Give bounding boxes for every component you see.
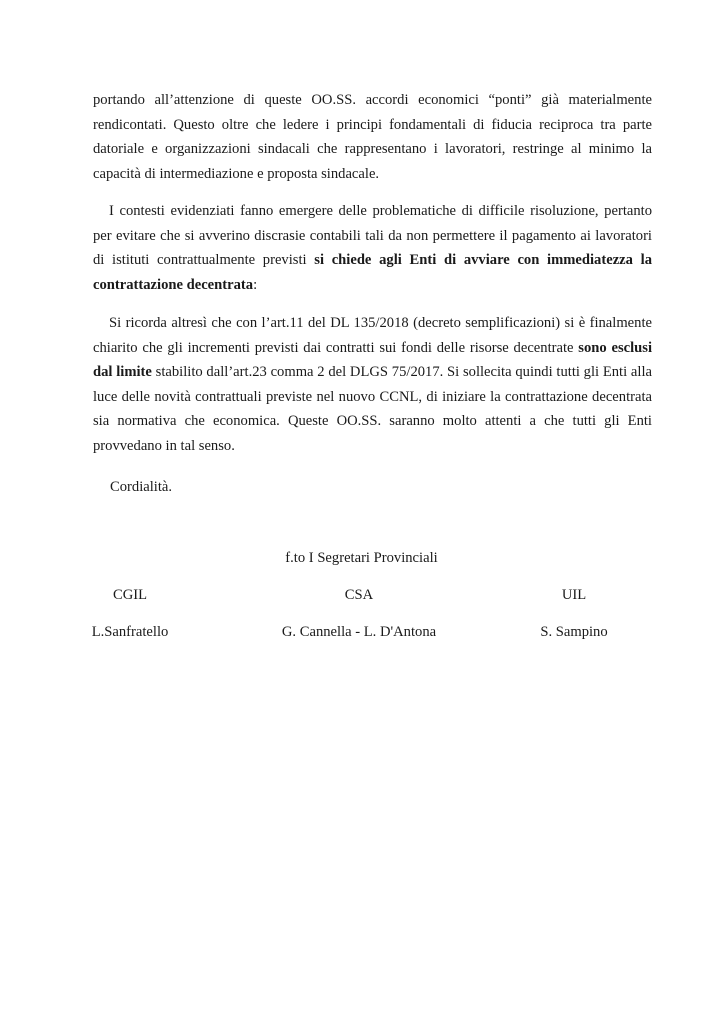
paragraph-3-text-end: stabilito dall’art.23 comma 2 del DLGS 75/2017. Si sollecita quindi tutti gli Enti alla luce delle novità contrattuali previste nel nuovo CCNL, di iniziare la contrattazione decentrata sia normativa che economica. Queste OO.SS. saranno molto attenti a che tutti gli Enti provvedano in tal senso. [93,364,652,454]
closing-salutation: Cordialità. [110,479,173,495]
organization-csa: CSA [344,587,374,603]
signatory-csa: G. Cannella - L. D'Antona [281,624,437,640]
organization-cgil: CGIL [112,587,148,603]
organization-uil: UIL [561,587,587,603]
paragraph-1-text: portando all’attenzione di queste OO.SS. accordi economici “ponti” già materialmente rendicontati. Questo oltre che ledere i principi fondamentali di fiducia reciproca tra parte datoriale e organizzazioni sindacali che rappresentano i lavoratori, restringe al minimo la capacità di intermediazione e proposta sindacale. [93,92,652,182]
paragraph-2-colon: : [253,276,258,293]
paragraph-2 [93,199,652,297]
paragraph-3-text-start: Si ricorda altresì che con l’art.11 del DL 135/2018 (decreto semplificazioni) si è finalmente chiarito che gli incrementi previsti dai contratti sui fondi delle risorse decentrate [93,315,652,356]
paragraph-3-bold-exclusion: sono esclusi dal limite [93,339,653,381]
paragraph-3 [93,311,652,459]
paragraph-2-text: I contesti evidenziati fanno emergere delle problematiche di difficile risoluzione, pertanto per evitare che si avverino discrasie contabili tali da non permettere il pagamento ai lavoratori di istituti contrattualmente previsti [93,203,652,269]
signature-title: f.to I Segretari Provinciali [285,550,438,566]
signatory-cgil: L.Sanfratello [91,624,169,640]
paragraph-1 [93,88,652,186]
signatory-uil: S. Sampino [540,624,608,640]
paragraph-2-bold-request: si chiede agli Enti di avviare con immediatezza la contrattazione decentrata [93,252,652,293]
